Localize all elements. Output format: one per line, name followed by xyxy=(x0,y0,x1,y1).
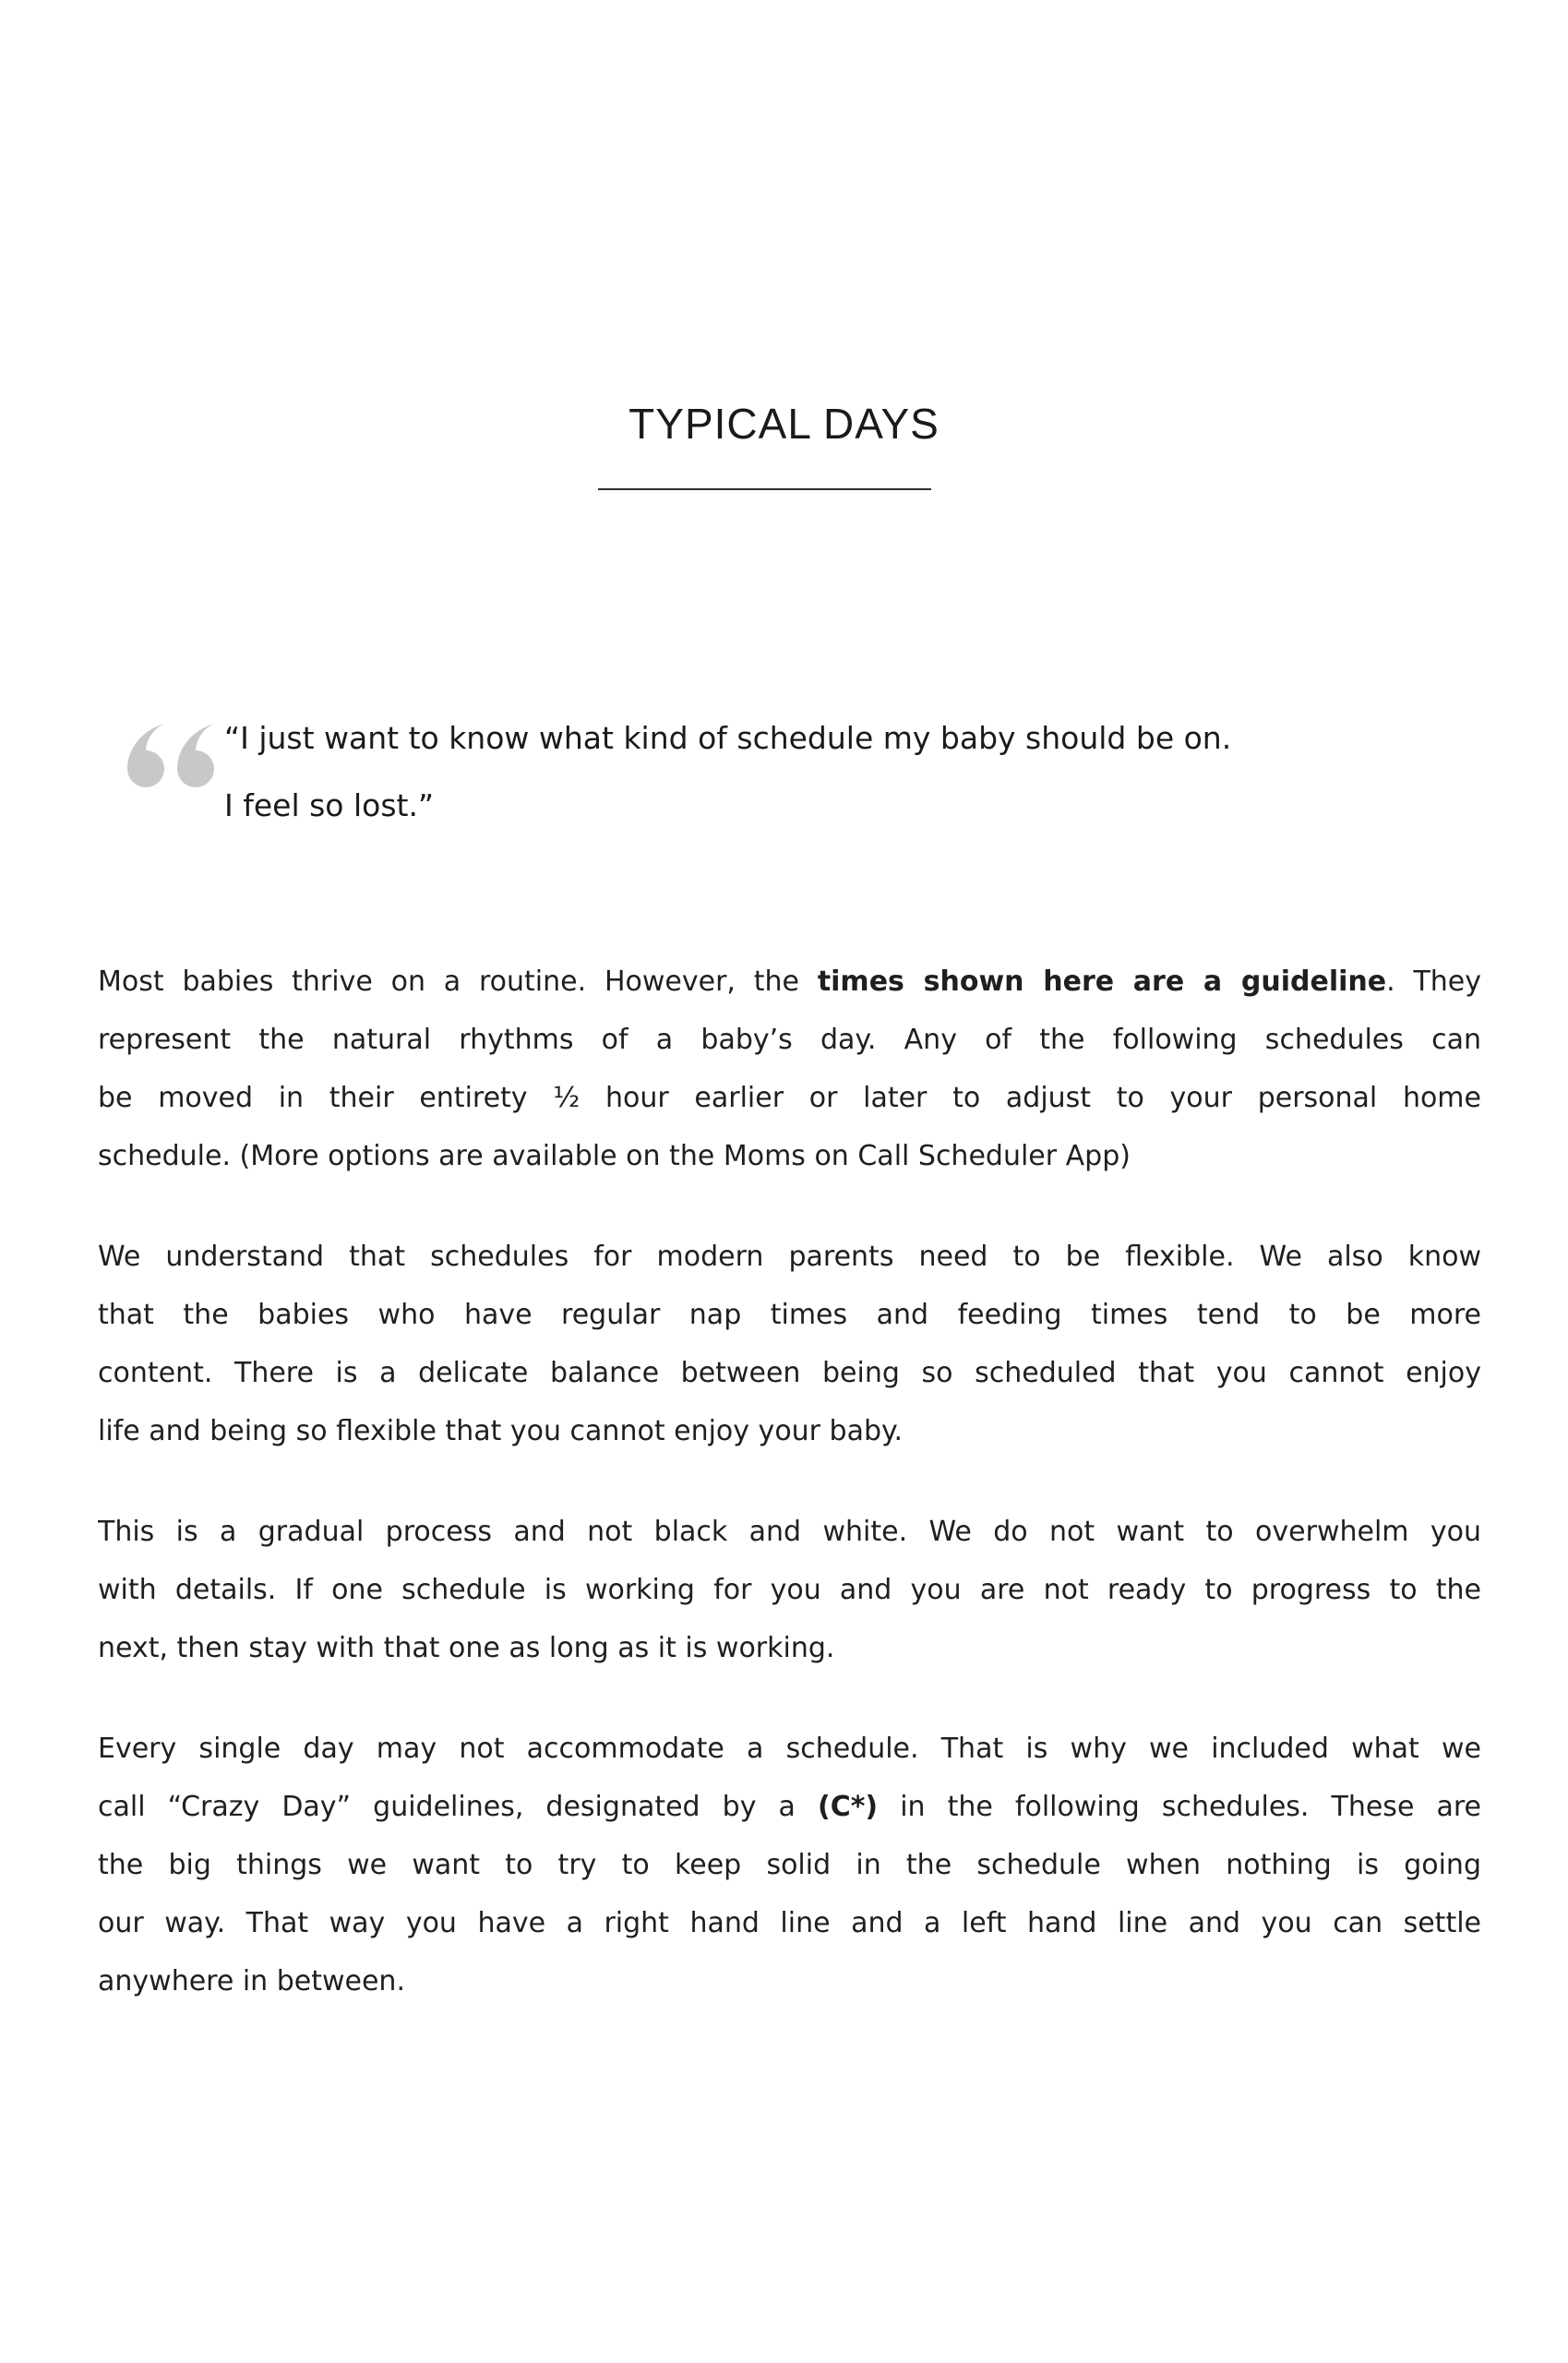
text-line: Every single day may not accommodate a schedule. That is why we included what we xyxy=(98,1733,1481,1765)
page-title: TYPICAL DAYS xyxy=(628,400,940,448)
text-line: be moved in their entirety ½ hour earlier or later to adjust to your personal home xyxy=(98,1082,1481,1114)
text-line: content. There is a delicate balance between being so scheduled that you cannot enjoy xyxy=(98,1357,1481,1389)
text-line: our way. That way you have a right hand line and a left hand line and you can settle xyxy=(98,1907,1481,1939)
text-line: next, then stay with that one as long as it is working. xyxy=(98,1632,835,1664)
paragraph-4 xyxy=(98,1720,1481,2010)
text-line xyxy=(98,953,1481,1011)
body-copy xyxy=(98,953,1481,2053)
text-line: This is a gradual process and not black and white. We do not want to overwhelm you xyxy=(98,1516,1481,1548)
bold-text-segment: times shown here are a guideline xyxy=(817,966,1387,998)
quote-line-1: “I just want to know what kind of schedule my baby should be on. xyxy=(224,720,1232,756)
title-divider xyxy=(598,488,931,490)
text-segment: . They xyxy=(1386,966,1481,998)
text-segment: call “Crazy Day” guidelines, designated by a xyxy=(98,1791,818,1823)
bold-text-segment: (C*) xyxy=(817,1791,879,1823)
text-line: life and being so flexible that you cannot enjoy your baby. xyxy=(98,1415,904,1447)
paragraph-2 xyxy=(98,1228,1481,1460)
text-line: that the babies who have regular nap times and feeding times tend to be more xyxy=(98,1299,1481,1331)
open-double-quote-icon xyxy=(126,721,221,797)
text-line: anywhere in between. xyxy=(98,1965,405,1997)
text-segment: Most babies thrive on a routine. However, the xyxy=(98,966,818,998)
quote-text xyxy=(224,704,1231,839)
text-line: We understand that schedules for modern parents need to be flexible. We also know xyxy=(98,1241,1481,1273)
paragraph-3 xyxy=(98,1503,1481,1677)
text-line: represent the natural rhythms of a baby’s day. Any of the following schedules can xyxy=(98,1024,1481,1056)
text-line: schedule. (More options are available on the Moms on Call Scheduler App) xyxy=(98,1140,1131,1172)
text-line: with details. If one schedule is working for you and you are not ready to progress to the xyxy=(98,1574,1481,1606)
paragraph-1 xyxy=(98,953,1481,1185)
text-segment: in the following schedules. These are xyxy=(878,1791,1481,1823)
text-line xyxy=(98,1778,1481,1836)
text-line: the big things we want to try to keep solid in the schedule when nothing is going xyxy=(98,1849,1481,1881)
quote-line-2: I feel so lost.” xyxy=(224,787,435,823)
